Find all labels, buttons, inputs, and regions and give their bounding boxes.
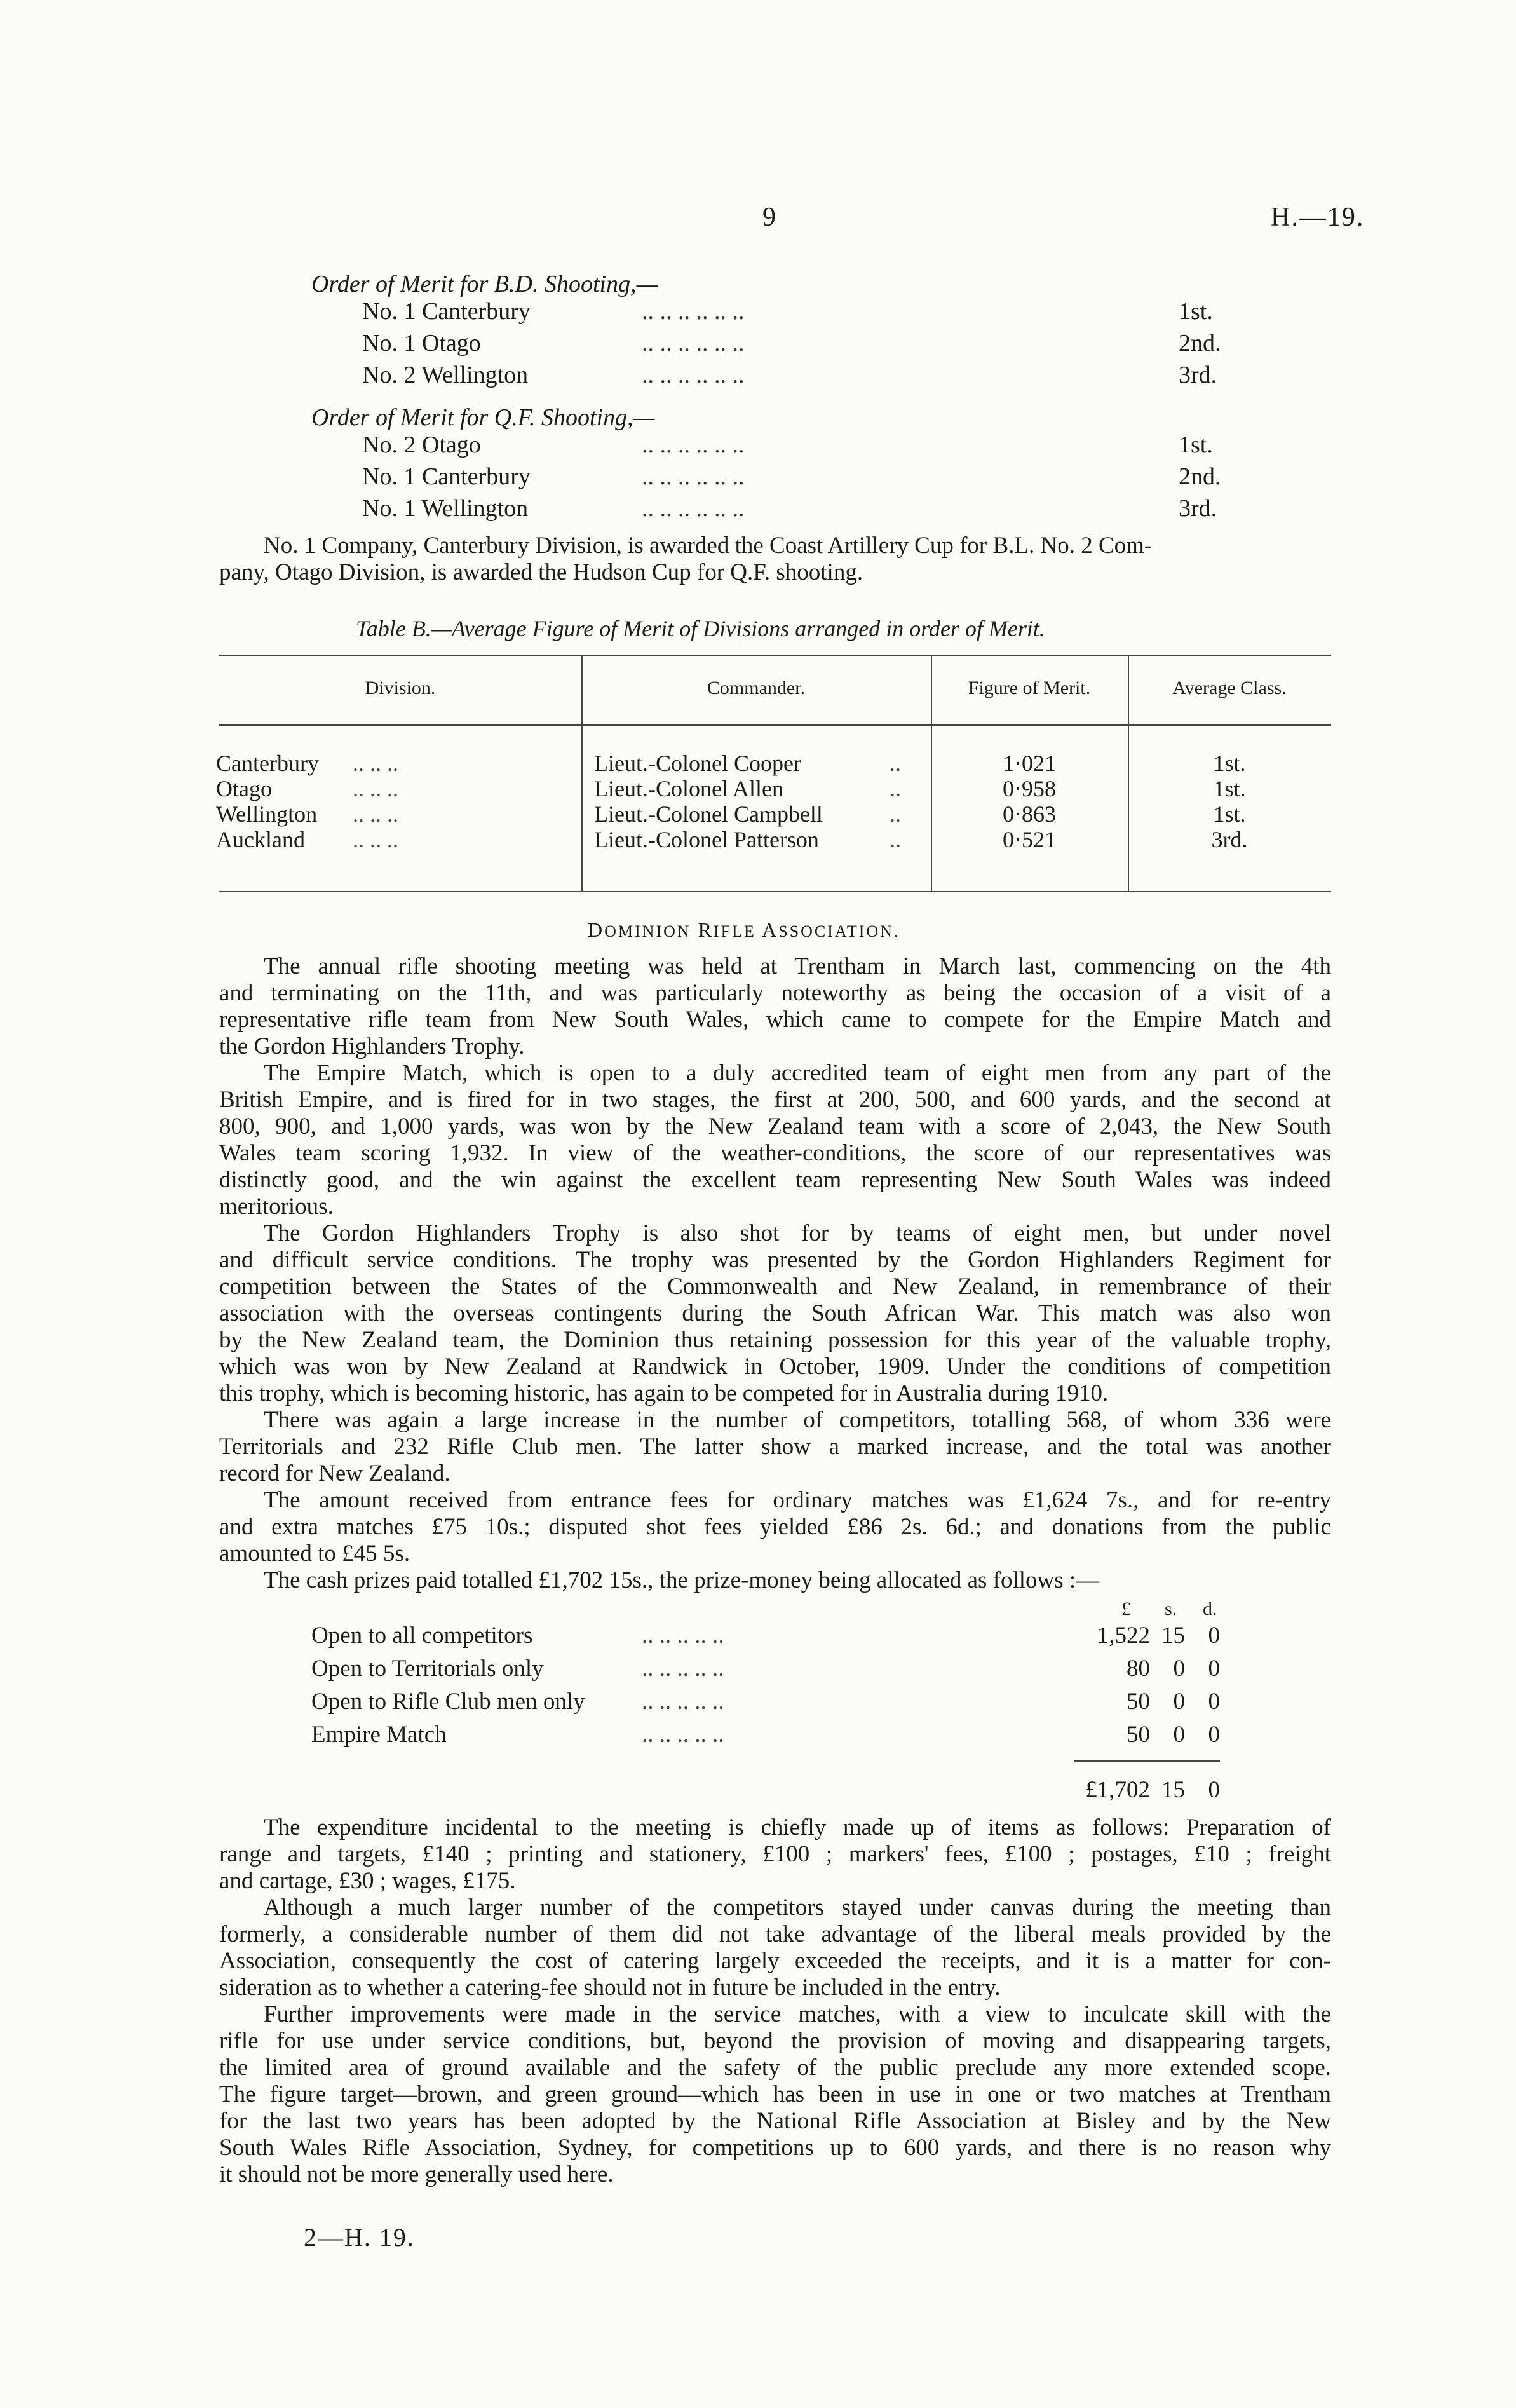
merit-unit: No. 2 Wellington: [362, 362, 529, 388]
section-heading: [588, 918, 900, 942]
paragraph-line: Association, consequently the cost of catering largely exceeded the receipts, and it is a matter for con-: [219, 1948, 1331, 1974]
table-header-merit: Figure of Merit.: [968, 677, 1091, 698]
leader-dots: .. .. .. .. .. ..: [642, 298, 745, 325]
paragraph-line: British Empire, and is fired for in two stages, the first at 200, 500, and 600 yards, and the second at: [219, 1087, 1331, 1113]
table-cell-class: 1st.: [1213, 776, 1246, 801]
merit-unit: No. 1 Canterbury: [362, 298, 531, 325]
table-b-title: Table B.—Average Figure of Merit of Divisions arranged in order of Merit.: [356, 616, 1045, 641]
prize-shillings: 15: [1161, 1622, 1185, 1649]
bd-heading: Order of Merit for B.D. Shooting,—: [311, 271, 658, 297]
merit-place: 1st.: [1179, 432, 1213, 458]
paragraph-line: amounted to £45 5s.: [219, 1541, 410, 1567]
paragraph-line: The amount received from entrance fees for ordinary matches was £1,624 7s., and for re-entry: [264, 1487, 1331, 1513]
merit-row: [0, 431, 1516, 460]
paragraph-line: competition between the States of the Commonwealth and New Zealand, in remembrance of their: [219, 1274, 1331, 1300]
leader-dots: .. .. .. .. ..: [642, 1656, 724, 1682]
merit-place: 2nd.: [1179, 330, 1221, 357]
heading-initial: A: [762, 918, 779, 941]
leader-dots: .. .. ..: [353, 751, 398, 776]
total-pence: 0: [1208, 1777, 1220, 1803]
paragraph-line: the Gordon Highlanders Trophy.: [219, 1033, 525, 1059]
merit-unit: No. 1 Wellington: [362, 495, 529, 522]
merit-row: [0, 297, 1516, 327]
table-cell-commander: Lieut.-Colonel Patterson: [594, 827, 819, 852]
merit-unit: No. 1 Otago: [362, 330, 481, 357]
heading-smallcaps: OMINION: [604, 922, 691, 941]
total-shillings: 15: [1161, 1777, 1185, 1803]
paragraph-line: The Empire Match, which is open to a duly accredited team of eight men from any part of the: [264, 1060, 1331, 1086]
prize-label: Open to Territorials only: [311, 1656, 544, 1682]
leader-dots: .. .. .. .. .. ..: [642, 330, 745, 357]
table-cell-division: Canterbury: [216, 751, 319, 776]
table-cell-division: Otago: [216, 776, 272, 801]
table-cell-class: 3rd.: [1211, 827, 1248, 852]
paragraph-line: and extra matches £75 10s.; disputed shot fees yielded £86 2s. 6d.; and donations from the public: [219, 1514, 1331, 1540]
table-cell-commander: Lieut.-Colonel Campbell: [594, 801, 823, 827]
paragraph-line: Territorials and 232 Rifle Club men. The latter show a marked increase, and the total was another: [219, 1434, 1331, 1460]
paragraph-line: for the last two years has been adopted by the National Rifle Association at Bisley and by the New: [219, 2108, 1331, 2134]
leader-dots: .. .. .. .. ..: [642, 1722, 724, 1748]
paragraph-line: association with the overseas contingents during the South African War. This match was also won: [219, 1300, 1331, 1326]
leader-dots: .. .. .. .. .. ..: [642, 463, 745, 490]
paragraph-line: representative rifle team from New South Wales, which came to compete for the Empire Match and: [219, 1007, 1331, 1033]
currency-unit: s.: [1165, 1598, 1177, 1619]
table-header-rule: [219, 724, 1331, 726]
leader-dots: .. .. .. .. ..: [642, 1689, 724, 1715]
table-cell-division: Auckland: [216, 827, 305, 852]
merit-place: 3rd.: [1179, 362, 1217, 388]
table-bottom-rule: [219, 891, 1331, 892]
paragraph-line: and terminating on the 11th, and was particularly noteworthy as being the occasion of a visit of a: [219, 980, 1331, 1006]
prize-label: Open to Rifle Club men only: [311, 1689, 585, 1715]
table-cell-class: 1st.: [1213, 801, 1246, 827]
paragraph-line: which was won by New Zealand at Randwick in October, 1909. Under the conditions of competition: [219, 1354, 1331, 1380]
prize-label: Empire Match: [311, 1722, 447, 1748]
paragraph-line: formerly, a considerable number of them did not take advantage of the liberal meals provided by the: [219, 1921, 1331, 1947]
leader-dots: .. .. ..: [353, 827, 398, 852]
page-number: 9: [762, 203, 776, 232]
paragraph-line: The annual rifle shooting meeting was held at Trentham in March last, commencing on the 4th: [264, 953, 1331, 979]
paragraph-line: the limited area of ground available and the safety of the public preclude any more extended scope.: [219, 2055, 1331, 2081]
merit-place: 3rd.: [1179, 495, 1217, 522]
table-header-class: Average Class.: [1172, 677, 1287, 698]
prize-pounds: 50: [1127, 1689, 1150, 1715]
paragraph-line: Although a much larger number of the competitors stayed under canvas during the meeting than: [264, 1894, 1331, 1921]
paragraph-line: Further improvements were made in the service matches, with a view to inculcate skill with the: [264, 2001, 1331, 2027]
table-cell-merit: 0·958: [1003, 776, 1056, 801]
leader-dots: .. .. .. .. .. ..: [642, 495, 745, 522]
leader-dots: ..: [890, 776, 901, 801]
paragraph-line: The figure target—brown, and green ground—which has been in use in one or two matches at Trentham: [219, 2081, 1331, 2107]
document-reference: H.—19.: [1271, 203, 1365, 232]
table-cell-merit: 0·521: [1003, 827, 1056, 852]
leader-dots: ..: [890, 751, 901, 776]
paragraph-line: The cash prizes paid totalled £1,702 15s., the prize-money being allocated as follows :—: [264, 1567, 1100, 1593]
leader-dots: ..: [890, 801, 901, 827]
merit-unit: No. 2 Otago: [362, 432, 481, 458]
leader-dots: ..: [890, 827, 901, 852]
paragraph-line: and difficult service conditions. The trophy was presented by the Gordon Highlanders Regiment for: [219, 1247, 1331, 1273]
leader-dots: .. .. .. .. .. ..: [642, 362, 745, 388]
merit-row: [0, 463, 1516, 492]
paragraph-line: The Gordon Highlanders Trophy is also shot for by teams of eight men, but under novel: [264, 1220, 1331, 1246]
leader-dots: .. .. ..: [353, 801, 398, 827]
paragraph-line: There was again a large increase in the number of competitors, totalling 568, of whom 336 were: [264, 1407, 1331, 1433]
paragraph-line: The expenditure incidental to the meeting is chiefly made up of items as follows: Preparation of: [264, 1814, 1331, 1840]
prize-shillings: 0: [1173, 1656, 1185, 1682]
prize-shillings: 0: [1173, 1689, 1185, 1715]
table-header-commander: Commander.: [707, 677, 806, 698]
paragraph-line: 800, 900, and 1,000 yards, was won by the New Zealand team with a score of 2,043, the New South: [219, 1113, 1331, 1139]
leader-dots: .. .. .. .. .. ..: [642, 432, 745, 458]
currency-unit: £: [1121, 1598, 1131, 1619]
paragraph-line: and cartage, £30 ; wages, £175.: [219, 1868, 516, 1894]
merit-unit: No. 1 Canterbury: [362, 463, 531, 490]
heading-initial: D: [588, 918, 605, 941]
table-cell-class: 1st.: [1213, 751, 1246, 776]
leader-dots: .. .. .. .. ..: [642, 1622, 724, 1649]
paragraph-line: Wales team scoring 1,932. In view of the weather-conditions, the score of our representatives was: [219, 1140, 1331, 1166]
table-cell-commander: Lieut.-Colonel Allen: [594, 776, 783, 801]
qf-heading: Order of Merit for Q.F. Shooting,—: [311, 404, 655, 431]
awards-line: No. 1 Company, Canterbury Division, is awarded the Coast Artillery Cup for B.L. No. 2 Com-: [264, 533, 1153, 559]
heading-initial: R: [698, 918, 714, 941]
paragraph-line: South Wales Rifle Association, Sydney, for competitions up to 600 yards, and there is no reason why: [219, 2135, 1331, 2161]
merit-place: 1st.: [1179, 298, 1213, 325]
prize-pence: 0: [1208, 1622, 1220, 1649]
prize-shillings: 0: [1173, 1722, 1185, 1748]
prize-label: Open to all competitors: [311, 1622, 533, 1649]
prize-pence: 0: [1208, 1722, 1220, 1748]
merit-place: 2nd.: [1179, 463, 1221, 490]
total-rule: [1074, 1760, 1220, 1762]
currency-unit: d.: [1203, 1598, 1217, 1619]
paragraph-line: it should not be more generally used here.: [219, 2161, 614, 2187]
table-cell-merit: 1·021: [1003, 751, 1056, 776]
paragraph-line: rifle for use under service conditions, but, beyond the provision of moving and disappearing targets,: [219, 2028, 1331, 2054]
leader-dots: .. .. ..: [353, 776, 398, 801]
merit-row: [0, 329, 1516, 358]
prize-pence: 0: [1208, 1689, 1220, 1715]
paragraph-line: sideration as to whether a catering-fee should not in future be included in the entry.: [219, 1975, 1001, 2001]
heading-smallcaps: SSOCIATION.: [778, 922, 900, 941]
prize-pounds: 80: [1127, 1656, 1150, 1682]
total-pounds: £1,702: [1085, 1777, 1150, 1803]
table-header-division: Division.: [365, 677, 436, 698]
heading-smallcaps: IFLE: [714, 922, 756, 941]
paragraph-line: distinctly good, and the win against the excellent team representing New South Wales was indeed: [219, 1167, 1331, 1193]
merit-row: [0, 361, 1516, 390]
awards-line: pany, Otago Division, is awarded the Hudson Cup for Q.F. shooting.: [219, 559, 863, 585]
paragraph-line: by the New Zealand team, the Dominion thus retaining possession for this year of the valuable trophy,: [219, 1327, 1331, 1353]
awards-paragraph: [219, 533, 1331, 586]
prize-pence: 0: [1208, 1656, 1220, 1682]
paragraph-line: record for New Zealand.: [219, 1460, 450, 1486]
table-cell-commander: Lieut.-Colonel Cooper: [594, 751, 801, 776]
prize-pounds: 1,522: [1097, 1622, 1150, 1649]
merit-row: [0, 494, 1516, 524]
table-cell-merit: 0·863: [1003, 801, 1056, 827]
paragraph-line: range and targets, £140 ; printing and stationery, £100 ; markers' fees, £100 ; postages, £10 ; freight: [219, 1841, 1331, 1867]
table-cell-division: Wellington: [216, 801, 318, 827]
prize-pounds: 50: [1127, 1722, 1150, 1748]
table-top-rule: [219, 655, 1331, 656]
page-footer-signature: 2—H. 19.: [304, 2223, 415, 2252]
paragraph-line: meritorious.: [219, 1194, 334, 1220]
paragraph-line: this trophy, which is becoming historic, has again to be competed for in Australia during 1910.: [219, 1380, 1109, 1406]
